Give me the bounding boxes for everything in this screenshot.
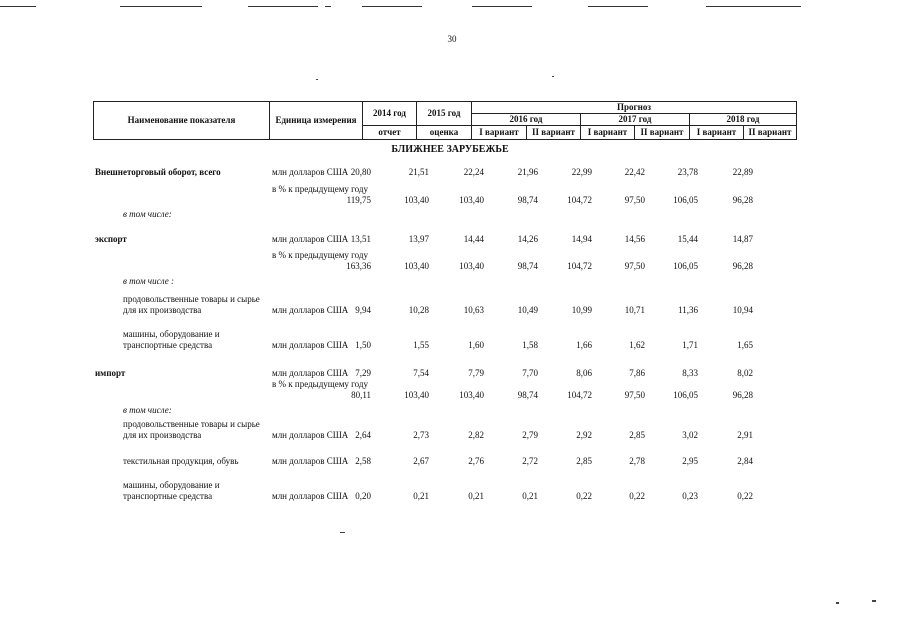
row-value: 0,23 [682, 491, 698, 501]
row-unit: млн долларов США [272, 491, 349, 501]
row-value: 14,56 [624, 234, 645, 244]
row-value: 2,67 [413, 456, 429, 466]
row-value: 163,36 [346, 261, 371, 271]
row-value: 21,51 [408, 167, 429, 177]
table-header [93, 101, 797, 140]
row-value: 2,73 [413, 430, 429, 440]
row-value: 2,79 [522, 430, 538, 440]
page-number: 30 [447, 34, 457, 44]
row-unit: в % к предыдущему году [272, 184, 368, 194]
row-value: 119,75 [346, 195, 371, 205]
scan-line [120, 6, 202, 7]
row-value: 106,05 [673, 390, 698, 400]
row-value: 1,55 [413, 340, 429, 350]
row-value: 0,21 [468, 491, 484, 501]
row-value: 2,78 [629, 456, 645, 466]
row-value: 1,66 [576, 340, 592, 350]
scan-line [472, 6, 532, 7]
row-value: 7,86 [629, 368, 645, 378]
scan-speck [552, 76, 554, 77]
row-value: 96,28 [732, 390, 753, 400]
header-indicator: Наименование показателя [94, 102, 270, 140]
row-value: 14,44 [463, 234, 484, 244]
scan-line [0, 6, 36, 7]
row-unit: млн долларов США [272, 167, 349, 177]
row-value: 0,20 [355, 491, 371, 501]
row-value: 22,89 [732, 167, 753, 177]
row-label: машины, оборудование и транспортные средства [123, 329, 220, 350]
row-value: 10,71 [624, 305, 645, 315]
row-value: 97,50 [624, 261, 645, 271]
row-value: 80,11 [351, 390, 371, 400]
header-variant-2: II вариант [635, 126, 690, 140]
row-value: 103,40 [459, 261, 484, 271]
header-2014: 2014 год [363, 102, 417, 126]
row-value: 103,40 [404, 390, 429, 400]
header-variant-1: I вариант [690, 126, 744, 140]
row-value: 7,70 [522, 368, 538, 378]
row-value: 23,78 [677, 167, 698, 177]
row-unit: в % к предыдущему году [272, 250, 368, 260]
header-unit: Единица измерения [270, 102, 363, 140]
row-value: 20,80 [350, 167, 371, 177]
row-value: 2,92 [576, 430, 592, 440]
row-unit: млн долларов США [272, 340, 349, 350]
row-value: 2,64 [355, 430, 371, 440]
row-value: 2,91 [737, 430, 753, 440]
row-value: 0,22 [629, 491, 645, 501]
row-value: 2,85 [629, 430, 645, 440]
row-value: 7,29 [355, 368, 371, 378]
row-value: 98,74 [517, 390, 538, 400]
row-value: 0,21 [413, 491, 429, 501]
row-value: 1,62 [629, 340, 645, 350]
row-label: продовольственные товары и сырье для их производства [123, 419, 260, 440]
header-variant-1: I вариант [581, 126, 635, 140]
row-value: 2,82 [468, 430, 484, 440]
row-unit: млн долларов США [272, 234, 349, 244]
scan-line [362, 6, 422, 7]
row-value: 10,63 [463, 305, 484, 315]
row-value: 7,54 [413, 368, 429, 378]
scan-speck [836, 602, 839, 604]
row-value: 103,40 [404, 261, 429, 271]
row-value: 1,60 [468, 340, 484, 350]
row-value: 106,05 [673, 261, 698, 271]
row-value: 7,79 [468, 368, 484, 378]
row-value: 0,22 [576, 491, 592, 501]
row-value: 104,72 [567, 390, 592, 400]
row-unit: млн долларов США [272, 305, 349, 315]
header-variant-2: II вариант [744, 126, 797, 140]
row-value: 96,28 [732, 261, 753, 271]
header-variant-1: I вариант [472, 126, 527, 140]
row-unit: млн долларов США [272, 368, 349, 378]
row-value: 22,42 [624, 167, 645, 177]
row-value: 2,76 [468, 456, 484, 466]
row-value: 3,02 [682, 430, 698, 440]
row-value: 103,40 [404, 195, 429, 205]
row-value: 13,97 [408, 234, 429, 244]
row-value: 8,06 [576, 368, 592, 378]
scan-line [325, 6, 331, 7]
row-value: 11,36 [678, 305, 698, 315]
row-value: 0,22 [737, 491, 753, 501]
row-value: 97,50 [624, 390, 645, 400]
row-value: 10,99 [571, 305, 592, 315]
row-value: 1,58 [522, 340, 538, 350]
row-value: 2,95 [682, 456, 698, 466]
row-value: 2,72 [522, 456, 538, 466]
scan-line [588, 6, 648, 7]
row-label: экспорт [95, 234, 127, 244]
scan-speck [872, 600, 876, 602]
row-value: 9,94 [355, 305, 371, 315]
header-2015: 2015 год [417, 102, 472, 126]
row-value: 96,28 [732, 195, 753, 205]
header-report: отчет [363, 126, 417, 140]
row-value: 10,94 [732, 305, 753, 315]
row-value: 104,72 [567, 261, 592, 271]
row-value: 13,51 [350, 234, 371, 244]
row-value: 10,49 [517, 305, 538, 315]
row-value: 98,74 [517, 261, 538, 271]
row-label: машины, оборудование и транспортные средства [123, 480, 220, 501]
row-value: 10,28 [408, 305, 429, 315]
scan-line [248, 6, 318, 7]
row-label: импорт [95, 368, 126, 378]
row-value: 22,24 [463, 167, 484, 177]
row-label: в том числе: [123, 405, 172, 415]
row-value: 104,72 [567, 195, 592, 205]
row-label: в том числе: [123, 209, 172, 219]
row-value: 14,87 [732, 234, 753, 244]
row-unit: в % к предыдущему году [272, 379, 368, 389]
row-value: 0,21 [522, 491, 538, 501]
row-value: 2,84 [737, 456, 753, 466]
header-2018: 2018 год [690, 114, 797, 126]
header-estimate: оценка [417, 126, 472, 140]
row-value: 8,02 [737, 368, 753, 378]
scan-speck [316, 79, 318, 80]
scan-speck [340, 532, 345, 533]
section-title: БЛИЖНЕЕ ЗАРУБЕЖЬЕ [391, 144, 509, 155]
row-unit: млн долларов США [272, 430, 349, 440]
row-value: 98,74 [517, 195, 538, 205]
row-value: 1,50 [355, 340, 371, 350]
header-2016: 2016 год [472, 114, 581, 126]
row-value: 103,40 [459, 195, 484, 205]
row-value: 1,71 [682, 340, 698, 350]
row-value: 106,05 [673, 195, 698, 205]
row-value: 14,94 [571, 234, 592, 244]
row-unit: млн долларов США [272, 456, 349, 466]
row-value: 8,33 [682, 368, 698, 378]
row-label: Внешнеторговый оборот, всего [95, 167, 221, 177]
scan-line [706, 6, 801, 7]
row-label: продовольственные товары и сырье для их производства [123, 294, 260, 315]
row-label: текстильная продукция, обувь [123, 456, 239, 466]
row-value: 22,99 [571, 167, 592, 177]
row-label: в том числе : [123, 276, 174, 286]
row-value: 14,26 [517, 234, 538, 244]
row-value: 2,58 [355, 456, 371, 466]
row-value: 21,96 [517, 167, 538, 177]
row-value: 15,44 [677, 234, 698, 244]
header-variant-2: II вариант [527, 126, 581, 140]
row-value: 97,50 [624, 195, 645, 205]
row-value: 103,40 [459, 390, 484, 400]
row-value: 2,85 [576, 456, 592, 466]
header-forecast: Прогноз [472, 102, 797, 114]
header-2017: 2017 год [581, 114, 690, 126]
row-value: 1,65 [737, 340, 753, 350]
